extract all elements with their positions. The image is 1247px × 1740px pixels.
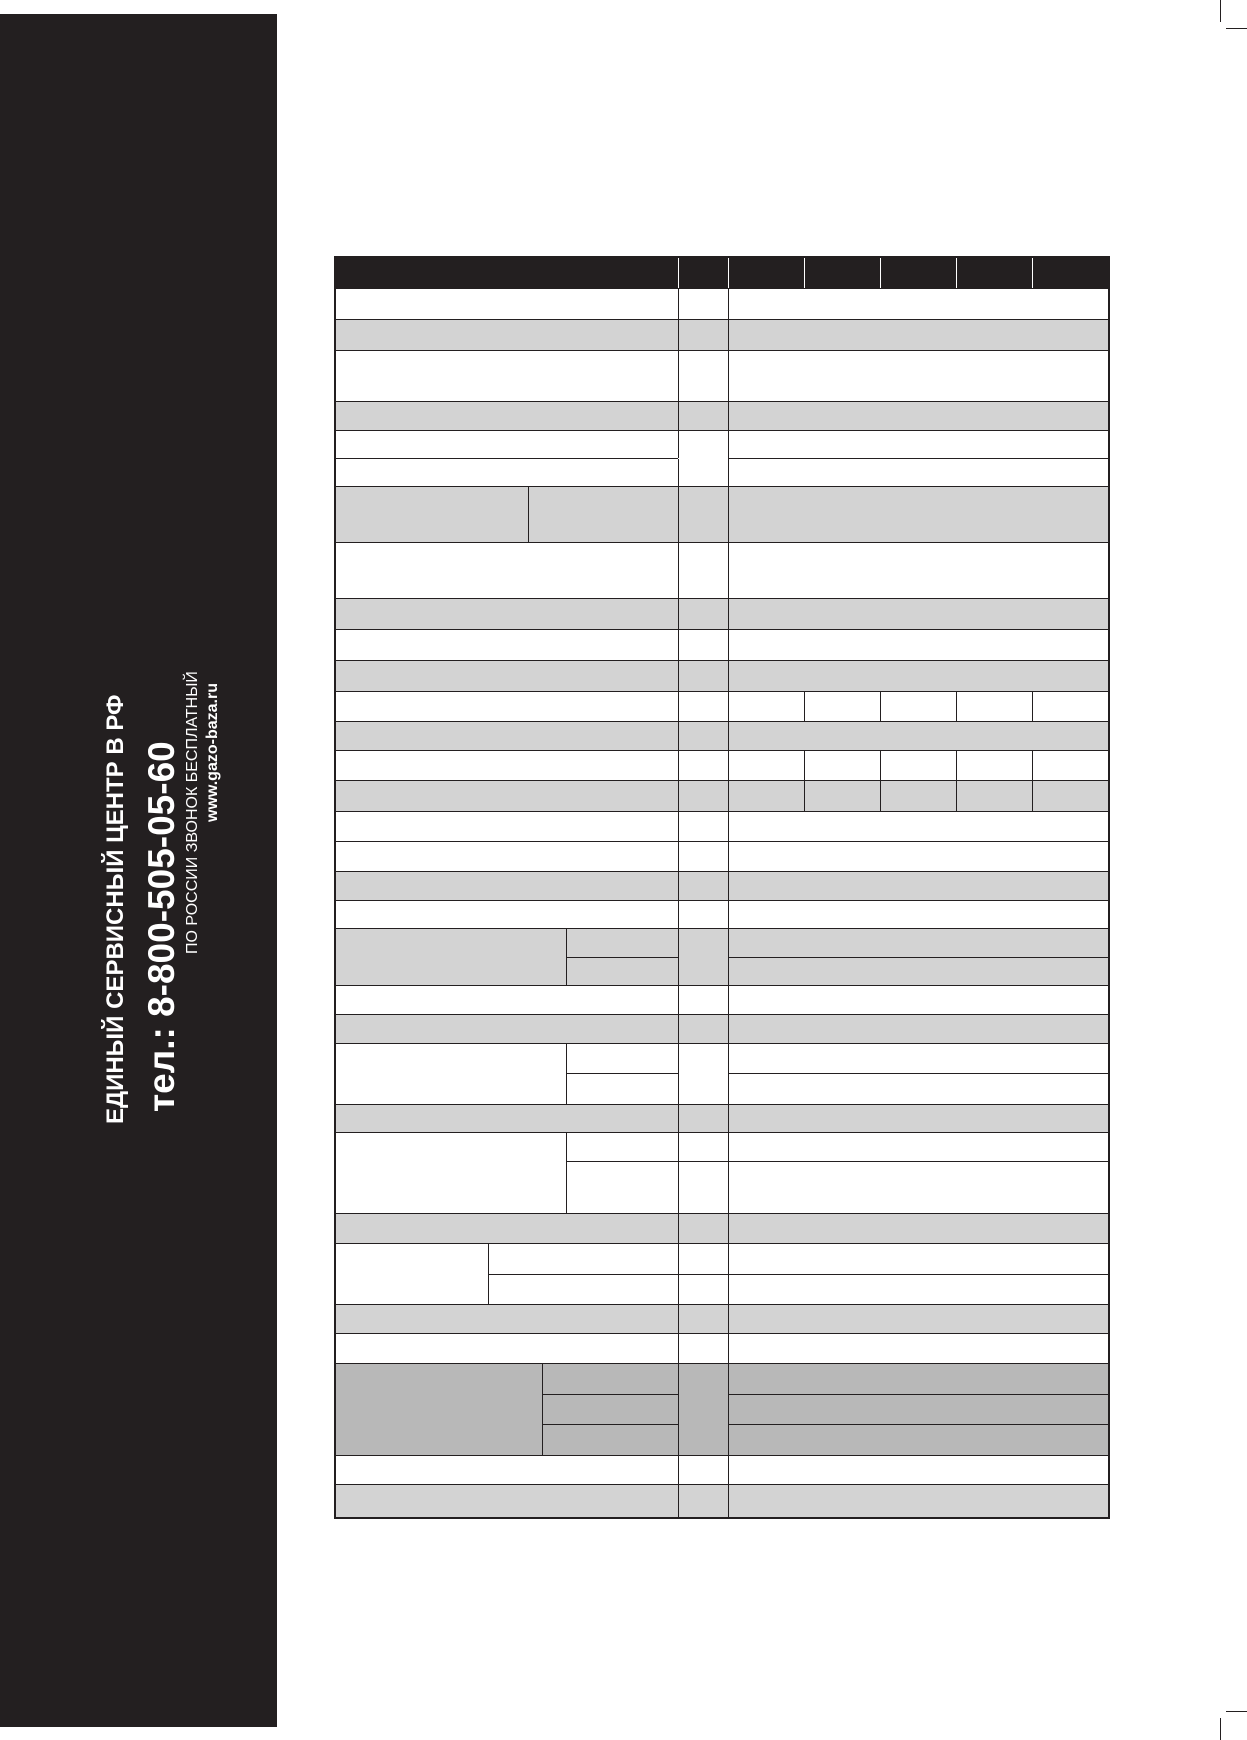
table-row (336, 1214, 1108, 1244)
crop-mark (1220, 1718, 1221, 1740)
table-row (336, 351, 1108, 402)
table-row (336, 661, 1108, 692)
table-row (336, 781, 1108, 812)
table-row (336, 599, 1108, 630)
table-row (336, 1015, 1108, 1044)
crop-mark (1220, 0, 1221, 22)
spec-table (334, 256, 1110, 1519)
table-row (336, 487, 1108, 543)
table-row (336, 1334, 1108, 1364)
crop-mark (1226, 1711, 1247, 1712)
contact-sidebar (0, 14, 277, 1727)
table-row (336, 1044, 1108, 1105)
phone-number[interactable]: тел.: 8-800-505-05-60 (141, 741, 182, 1112)
website-link[interactable]: www.gazo-baza.ru (204, 683, 221, 822)
table-row (336, 630, 1108, 661)
table-row (336, 1485, 1108, 1517)
table-row (336, 1364, 1108, 1456)
table-row (336, 901, 1108, 929)
table-row (336, 986, 1108, 1015)
table-row (336, 842, 1108, 872)
table-row (336, 872, 1108, 901)
table-row (336, 320, 1108, 351)
table-row (336, 1133, 1108, 1214)
table-row (336, 692, 1108, 722)
table-row (336, 543, 1108, 599)
table-row (336, 289, 1108, 320)
table-row (336, 1105, 1108, 1133)
table-row (336, 1456, 1108, 1485)
table-row (336, 722, 1108, 751)
table-row (336, 812, 1108, 842)
free-call-note: ПО РОССИИ ЗВОНОК БЕСПЛАТНЫЙ (184, 671, 201, 954)
table-row (336, 751, 1108, 781)
table-row (336, 402, 1108, 431)
table-row (336, 459, 1108, 487)
service-center-label: ЕДИНЫЙ СЕРВИСНЫЙ ЦЕНТР В РФ (102, 694, 129, 1124)
table-row (336, 1305, 1108, 1334)
crop-mark (1226, 28, 1247, 29)
table-header-row (336, 258, 1108, 289)
table-row (336, 431, 1108, 459)
